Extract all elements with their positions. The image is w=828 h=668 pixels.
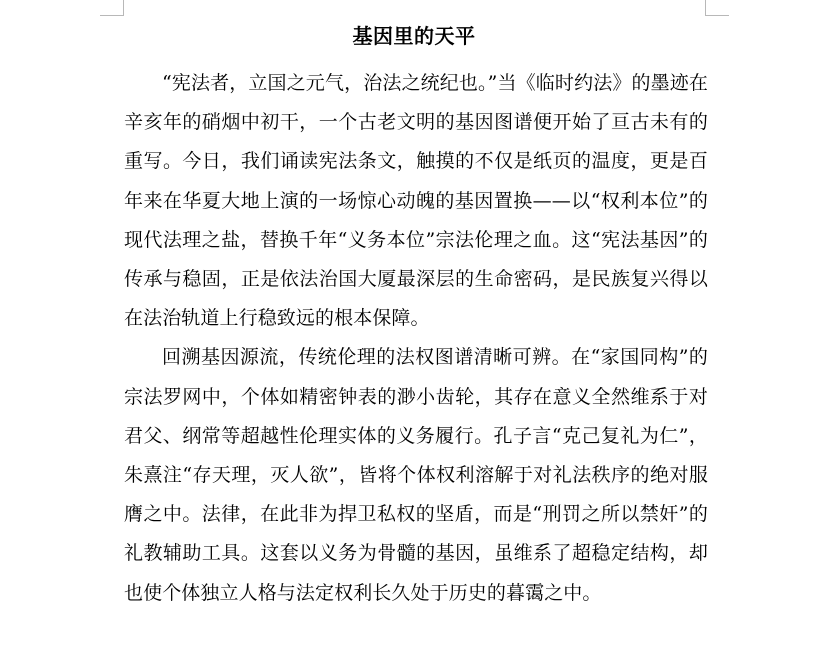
top-right-margin-mark — [705, 0, 729, 16]
paragraph-2: 回溯基因源流，传统伦理的法权图谱清晰可辨。在“家国同构”的宗法罗网中，个体如精密钟表的渺小齿轮，其存在意义全然维系于对君父、纲常等超越性伦理实体的义务履行。孔子言“克己复礼为仁”，朱熹注“存天理，灭人欲”，皆将个体权利溶解于对礼法秩序的绝对服膺之中。法律，在此非为捍卫私权的坚盾，而是“刑罚之所以禁奸”的礼教辅助工具。这套以义务为骨髓的基因，虽维系了超稳定结构，却也使个体独立人格与法定权利长久处于历史的暮霭之中。 — [124, 346, 708, 604]
paragraph-1: “宪法者，立国之元气，治法之统纪也。”当《临时约法》的墨迹在辛亥年的硝烟中初干，一个古老文明的基因图谱便开始了亘古未有的重写。今日，我们诵读宪法条文，触摸的不仅是纸页的温度，更是百年来在华夏大地上演的一场惊心动魄的基因置换——以“权利本位”的现代法理之盐，替换千年“义务本位”宗法伦理之血。这“宪法基因”的传承与稳固，正是依法治国大厦最深层的生命密码，是民族复兴得以在法治轨道上行稳致远的根本保障。 — [124, 72, 708, 330]
document-body — [124, 64, 708, 613]
top-left-margin-mark — [100, 0, 124, 16]
document-title: 基因里的天平 — [352, 24, 476, 48]
